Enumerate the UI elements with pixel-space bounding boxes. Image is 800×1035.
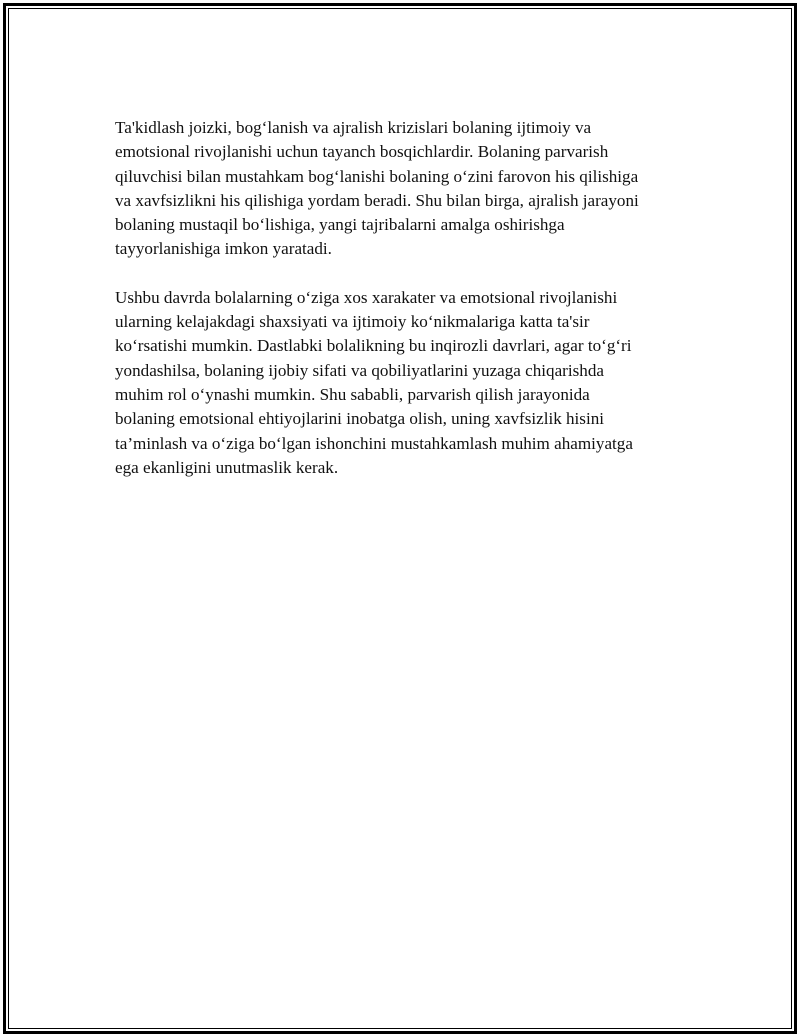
paragraph-1: [115, 116, 705, 262]
document-body: [115, 116, 705, 504]
paragraph-line: ularning kelajakdagi shaxsiyati va ijtimoiy ko‘nikmalariga katta ta'sir: [115, 312, 590, 332]
paragraph-line: muhim rol o‘ynashi mumkin. Shu sababli, parvarish qilish jarayonida: [115, 384, 590, 404]
paragraph-line: bolaning mustaqil bo‘lishiga, yangi tajribalarni amalga oshirishga: [115, 215, 565, 235]
paragraph-line: ta’minlash va o‘ziga bo‘lgan ishonchini mustahkamlash muhim ahamiyatga: [115, 433, 633, 453]
paragraph-2: [115, 286, 705, 480]
paragraph-line: ko‘rsatishi mumkin. Dastlabki bolalikning bu inqirozli davrlari, agar to‘g‘ri: [115, 336, 632, 356]
paragraph-line: Ta'kidlash joizki, bog‘lanish va ajralish krizislari bolaning ijtimoiy va: [115, 118, 592, 137]
paragraph-line: emotsional rivojlanishi uchun tayanch bosqichlardir. Bolaning parvarish: [115, 142, 609, 162]
paragraph-line: ega ekanligini unutmaslik kerak.: [115, 457, 339, 477]
paragraph-line: va xavfsizlikni his qilishiga yordam beradi. Shu bilan birga, ajralish jarayoni: [115, 190, 639, 210]
paragraph-line: bolaning emotsional ehtiyojlarini inobatga olish, uning xavfsizlik hisini: [115, 409, 605, 429]
paragraph-line: yondashilsa, bolaning ijobiy sifati va qobiliyatlarini yuzaga chiqarishda: [115, 360, 604, 380]
paragraph-line: Ushbu davrda bolalarning o‘ziga xos xarakater va emotsional rivojlanishi: [115, 287, 618, 307]
paragraph-line: tayyorlanishiga imkon yaratadi.: [115, 239, 332, 259]
paragraph-line: qiluvchisi bilan mustahkam bog‘lanishi bolaning o‘zini farovon his qilishiga: [115, 166, 639, 186]
